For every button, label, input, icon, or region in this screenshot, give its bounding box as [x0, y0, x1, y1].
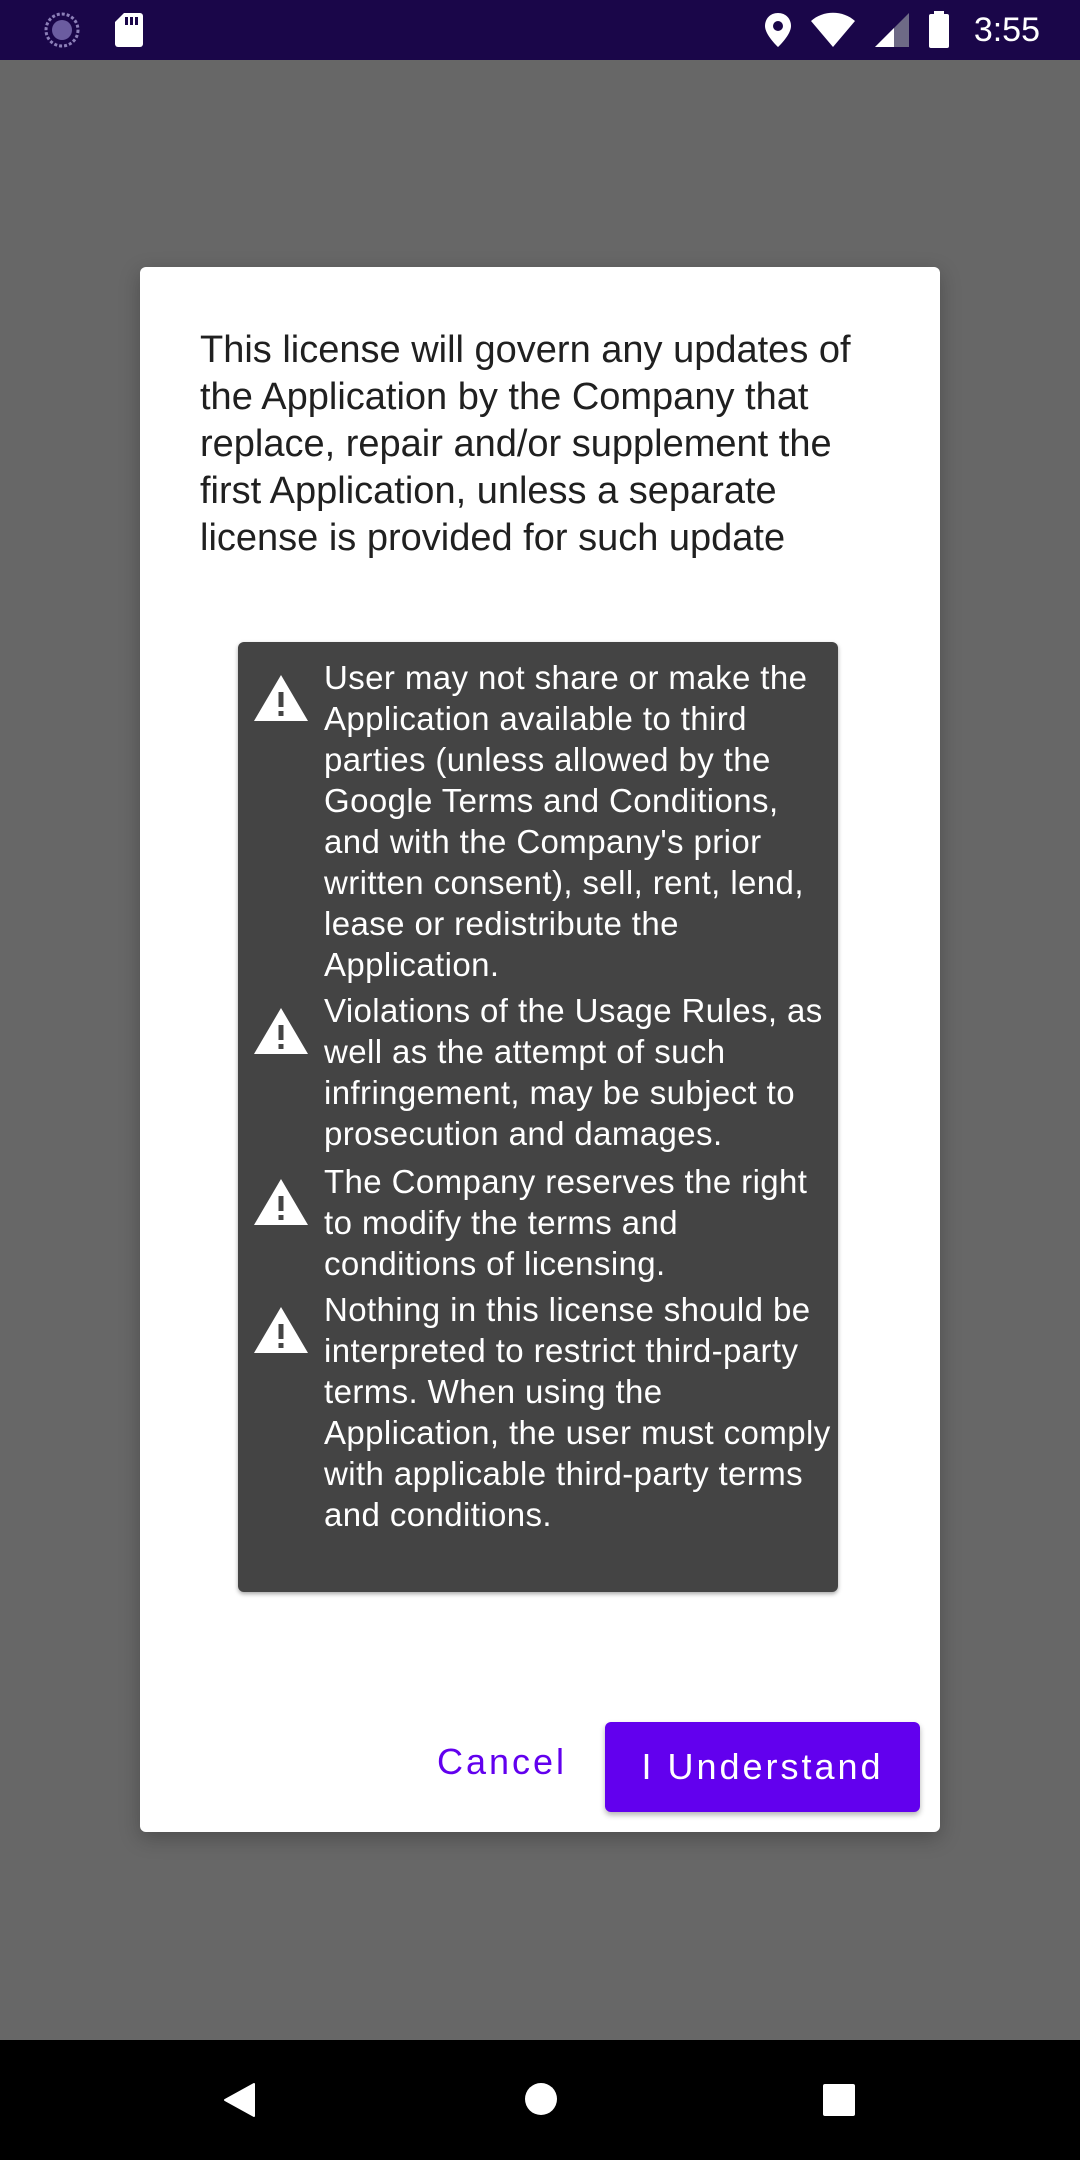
warning-box	[238, 642, 838, 1592]
status-time: 3:55	[973, 10, 1040, 49]
sd-card-icon	[114, 12, 144, 48]
loading-circle-icon	[44, 12, 80, 48]
location-pin-icon	[764, 12, 792, 48]
cell-signal-icon	[874, 12, 910, 48]
recents-icon[interactable]	[823, 2084, 855, 2121]
home-icon[interactable]	[524, 2082, 558, 2121]
warning-triangle-icon	[252, 673, 310, 723]
navigation-bar	[0, 2040, 1080, 2160]
warning-triangle-icon	[252, 1305, 310, 1355]
wifi-icon	[810, 12, 856, 48]
warning-triangle-icon	[252, 1006, 310, 1056]
dialog-message: This license will govern any updates of the Application by the Company that replace, repair and/or supplement the first Application, unless a separate license is provided for such update	[200, 329, 851, 559]
warning-text: User may not share or make the Application available to third parties (unless allowed by the Google Terms and Conditions, and with the Company's prior written consent), sell, rent, lend, lease or redistribute the Application.	[324, 659, 808, 983]
cancel-button[interactable]: Cancel	[412, 1722, 592, 1802]
license-dialog	[140, 267, 940, 1832]
warning-triangle-icon	[252, 1177, 310, 1227]
i-understand-button[interactable]: I Understand	[605, 1722, 920, 1812]
battery-icon	[928, 11, 950, 49]
back-icon[interactable]	[222, 2082, 256, 2123]
warning-text: Violations of the Usage Rules, as well as the attempt of such infringement, may be subject to prosecution and damages.	[324, 992, 823, 1152]
warning-text: Nothing in this license should be interpreted to restrict third-party terms. When using the Application, the user must comply with applicable third-party terms and conditions.	[324, 1291, 831, 1533]
warning-text: The Company reserves the right to modify the terms and conditions of licensing.	[324, 1163, 808, 1282]
status-bar	[0, 0, 1080, 60]
